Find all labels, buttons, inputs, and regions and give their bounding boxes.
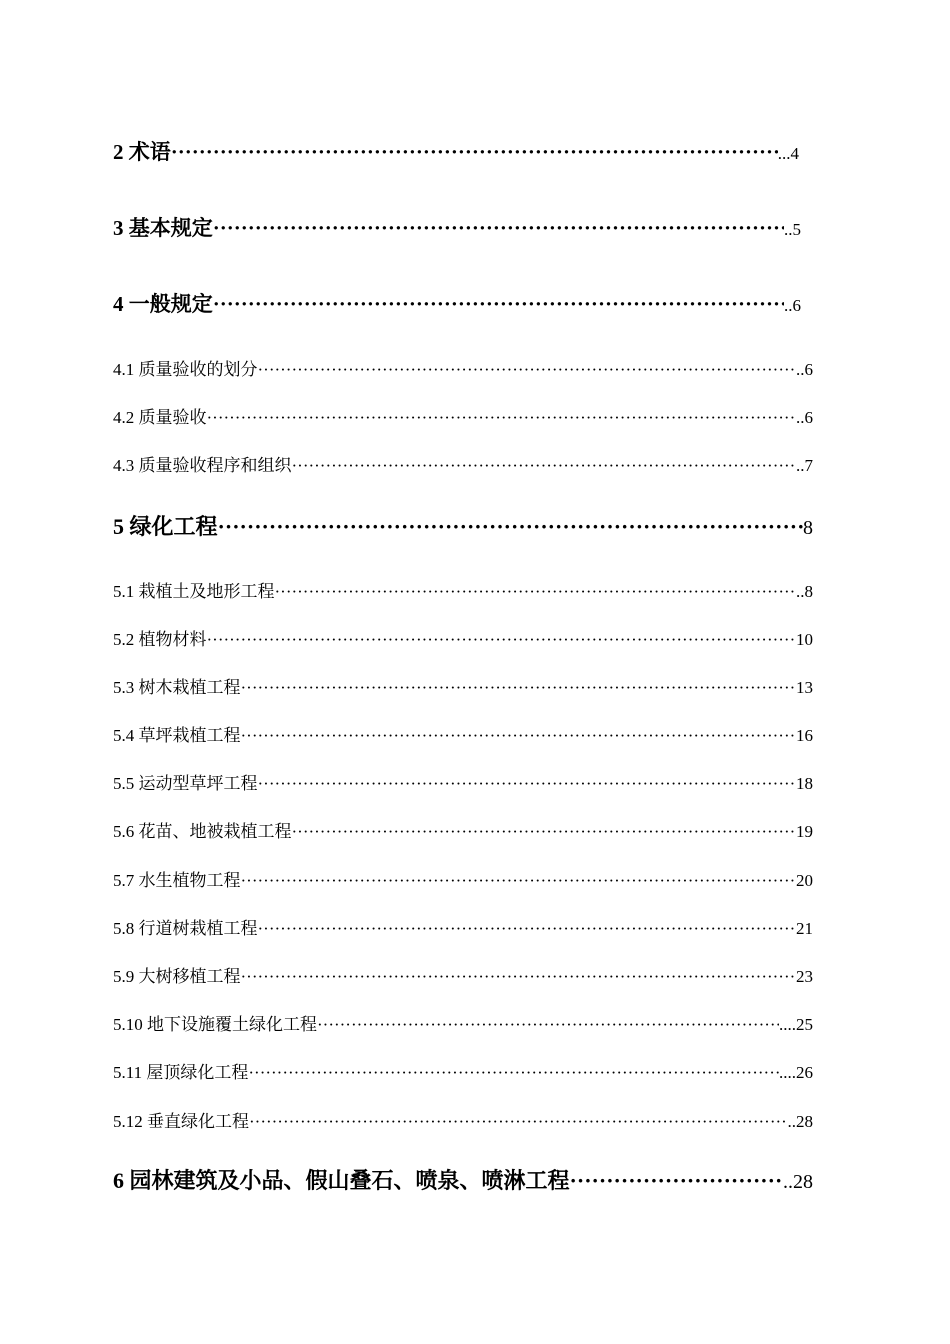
toc-entry[interactable]: [113, 673, 813, 698]
toc-entry-page: ..28: [783, 1171, 813, 1193]
toc-entry[interactable]: [113, 866, 813, 891]
dot-leader: [317, 1015, 779, 1035]
dot-leader: [258, 919, 797, 939]
toc-entry[interactable]: [113, 288, 801, 318]
toc-entry-label: 4 一般规定: [113, 292, 213, 316]
toc-entry-label: 5.7 水生植物工程: [113, 871, 241, 890]
toc-entry-label: 5 绿化工程: [113, 514, 218, 539]
toc-entry-page: 13: [796, 678, 813, 697]
toc-entry-page: 18: [796, 774, 813, 793]
toc-entry[interactable]: [113, 914, 813, 939]
toc-entry-label: 4.2 质量验收: [113, 408, 207, 427]
dot-leader: [213, 216, 784, 241]
toc-entry-page: 16: [796, 726, 813, 745]
dot-leader: [258, 360, 797, 380]
toc-entry-label: 2 术语: [113, 140, 171, 164]
toc-entry-label: 4.1 质量验收的划分: [113, 360, 258, 379]
toc-entry[interactable]: [113, 136, 799, 166]
toc-entry-page: 8: [803, 517, 813, 539]
dot-leader: [258, 774, 797, 794]
toc-entry-page: ...4: [777, 144, 799, 163]
toc-entry-label: 3 基本规定: [113, 216, 213, 240]
dot-leader: [241, 678, 797, 698]
toc-entry-page: 23: [796, 967, 813, 986]
dot-leader: [248, 1063, 779, 1083]
toc-entry-label: 5.12 垂直绿化工程: [113, 1112, 249, 1131]
dot-leader: [241, 967, 797, 987]
toc-entry[interactable]: [113, 1058, 813, 1083]
toc-entry-page: 10: [796, 630, 813, 649]
dot-leader: [570, 1168, 783, 1194]
toc-entry-page: ..6: [796, 408, 813, 427]
toc-entry[interactable]: [113, 721, 813, 746]
dot-leader: [275, 582, 797, 602]
toc-entry[interactable]: [113, 625, 813, 650]
toc-entry[interactable]: [113, 962, 813, 987]
toc-entry-page: ..6: [784, 296, 801, 315]
toc-entry-label: 5.5 运动型草坪工程: [113, 774, 258, 793]
toc-entry[interactable]: [113, 1010, 813, 1035]
dot-leader: [292, 822, 797, 842]
toc-entry-label: 5.11 屋顶绿化工程: [113, 1063, 249, 1082]
toc-entry[interactable]: [113, 769, 813, 794]
toc-entry-label: 5.3 树木栽植工程: [113, 678, 241, 697]
toc-entry-page: ..5: [784, 220, 801, 239]
toc-entry[interactable]: [113, 510, 813, 541]
toc-entry-label: 5.9 大树移植工程: [113, 967, 241, 986]
toc-entry-label: 6 园林建筑及小品、假山叠石、喷泉、喷淋工程: [113, 1168, 570, 1193]
toc-entry-label: 5.2 植物材料: [113, 630, 207, 649]
toc-entry-label: 5.10 地下设施覆土绿化工程: [113, 1015, 317, 1034]
dot-leader: [171, 140, 778, 165]
toc-entry[interactable]: [113, 451, 813, 476]
toc-entry[interactable]: [113, 577, 813, 602]
toc-entry-label: 5.6 花苗、地被栽植工程: [113, 822, 292, 841]
toc-entry-page: ....25: [779, 1015, 813, 1034]
toc-entry-label: 4.3 质量验收程序和组织: [113, 456, 292, 475]
dot-leader: [207, 408, 797, 428]
dot-leader: [218, 514, 803, 540]
toc-entry-page: 21: [796, 919, 813, 938]
toc-entry-page: ..7: [796, 456, 813, 475]
toc-entry-page: ..6: [796, 360, 813, 379]
toc-entry[interactable]: [113, 1107, 813, 1132]
toc-entry[interactable]: [113, 1164, 813, 1195]
toc-entry-label: 5.1 栽植土及地形工程: [113, 582, 275, 601]
toc-entry-page: 20: [796, 871, 813, 890]
toc-entry-page: ....26: [779, 1063, 813, 1082]
dot-leader: [249, 1112, 788, 1132]
toc-entry[interactable]: [113, 355, 813, 380]
toc-entry[interactable]: [113, 403, 813, 428]
toc-entry[interactable]: [113, 817, 813, 842]
toc-entry-label: 5.8 行道树栽植工程: [113, 919, 258, 938]
dot-leader: [207, 630, 797, 650]
dot-leader: [292, 456, 797, 476]
toc-entry-page: ..8: [796, 582, 813, 601]
toc-entry-page: ..28: [787, 1112, 813, 1131]
toc-entry[interactable]: [113, 212, 801, 242]
toc-entry-label: 5.4 草坪栽植工程: [113, 726, 241, 745]
toc-entry-page: 19: [796, 822, 813, 841]
dot-leader: [241, 726, 797, 746]
dot-leader: [241, 871, 797, 891]
dot-leader: [213, 292, 784, 317]
